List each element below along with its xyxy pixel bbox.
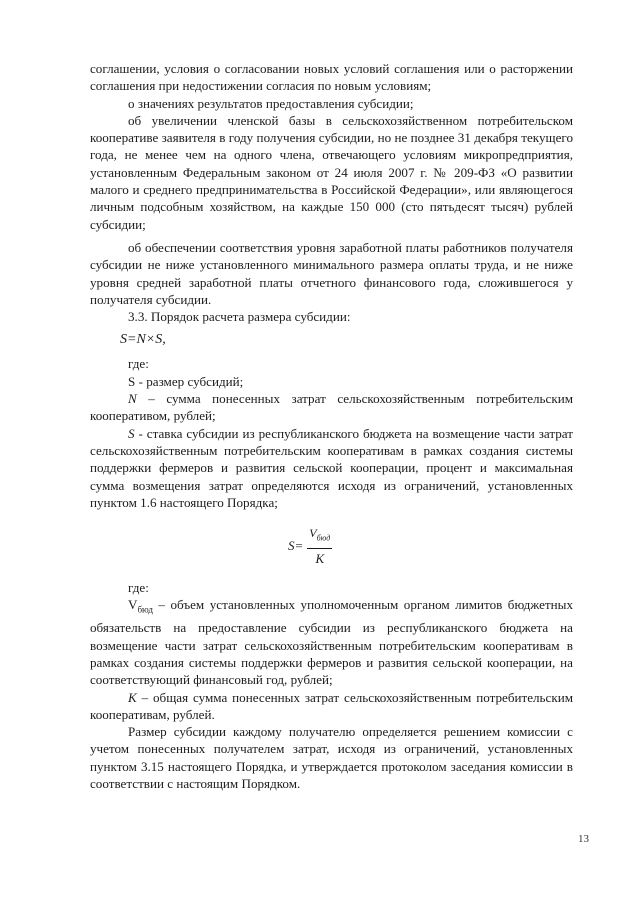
section-heading: 3.3. Порядок расчета размера субсидии: [128, 309, 351, 325]
page-number: 13 [578, 833, 589, 845]
where-label-1: где: [128, 356, 149, 372]
formula-rate-lhs: S= [288, 538, 304, 554]
paragraph-results: о значениях результатов предоставления субсидии; [128, 95, 414, 111]
page-body [90, 60, 573, 792]
formula-rate-numerator: $V_{бюд}$ [307, 525, 332, 549]
definition-s-rate: S - ставка субсидии из республиканского бюджета на возмещение части затрат сельскохозяйственным потребительским кооперативам в рамках создания системы поддержки фермеров и развития сельской кооперации, процент и максимальная сумма возмещения затрат определяются исходя из ограничений, установленных пунктом 1.6 настоящего Порядка; [90, 425, 573, 510]
symbol-n: N [128, 391, 137, 407]
formula-rate [90, 521, 573, 575]
definition-k: K – общая сумма понесенных затрат сельскохозяйственным потребительским кооперативам, рублей. [90, 689, 573, 722]
symbol-s-rate: S [128, 425, 135, 441]
paragraph-salary: об обеспечении соответствия уровня заработной платы работников получателя субсидии не ниже установленного минимального размера оплаты труда, и не ниже уровня средней заработной платы отчетного финансового года, сложившегося у получателя субсидии. [90, 239, 573, 307]
paragraph-final: Размер субсидии каждому получателю определяется решением комиссии с учетом понесенных получателем затрат, исходя из ограничений, установленных пунктом 3.15 настоящего Порядка, и утверждается протоколом заседания комиссии в соответствии с настоящим Порядком. [90, 724, 573, 791]
paragraph-agreement-terms: соглашении, условия о согласовании новых условий соглашения или о расторжении соглашения при недостижении согласия по новым условиям; [90, 61, 573, 94]
where-label-2: где: [128, 580, 149, 596]
symbol-s: S [128, 373, 136, 389]
formula-subsidy: S=N×S, [120, 332, 166, 348]
symbol-v: $V_{бюд}$ [128, 597, 153, 616]
definition-n: N – сумма понесенных затрат сельскохозяйственным потребительским кооперативом, рублей; [90, 391, 573, 424]
formula-rate-denominator: K [315, 550, 325, 566]
definition-s-size: S - размер субсидий; [128, 373, 244, 389]
symbol-k: K [128, 689, 137, 705]
definition-v: $V_{бюд}$ – объем установленных уполномоченным органом лимитов бюджетных обязательств на предоставление субсидии из республиканского бюджета на возмещение части затрат сельскохозяйственным потребительским кооперативам в рамках создания системы поддержки фермеров и развития сельской кооперации, на соответствующий финансовый год, рублей; [90, 597, 573, 688]
paragraph-members: об увеличении членской базы в сельскохозяйственном потребительском кооперативе заявителя в году получения субсидии, но не позднее 31 декабря текущего года, не менее чем на одного члена, отвечающего условиям микропредприятия, установленным Федеральным законом от 24 июля 2007 г. № 209-ФЗ «О развитии малого и среднего предпринимательства в Российской Федерации», или являющегося личным подсобным хозяйством, на каждые 150 000 (сто пятьдесят тысяч) рублей субсидии; [90, 112, 573, 232]
